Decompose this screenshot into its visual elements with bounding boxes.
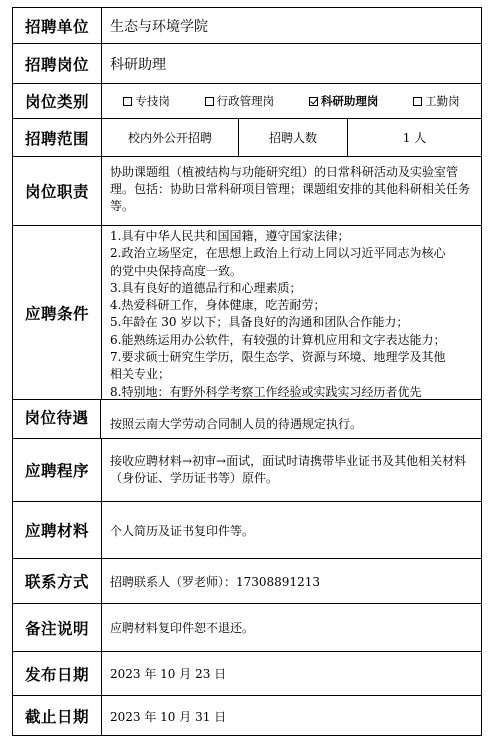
label-scope: 招聘范围 bbox=[13, 119, 102, 156]
requirement-item: 相关专业； bbox=[110, 367, 171, 382]
duties-text: 协助课题组（植被结构与功能研究组）的日常科研活动及实验室管理。包括：协助日常科研项目管理；课题组安排的其他科研相关任务等。 bbox=[110, 165, 471, 213]
checkbox-icon bbox=[205, 97, 214, 106]
requirement-item: 7.要求硕士研究生学历，限生态学、资源与环境、地理学及其他 bbox=[110, 350, 446, 365]
category-option-admin[interactable]: 行政管理岗 bbox=[205, 93, 275, 109]
row-requirements bbox=[13, 226, 481, 400]
label-category: 岗位类别 bbox=[13, 84, 102, 118]
category-option-specialist[interactable]: 专技岗 bbox=[123, 93, 170, 109]
label-unit: 招聘单位 bbox=[13, 8, 102, 43]
value-publish: 2023 年 10 月 23 日 bbox=[110, 667, 227, 681]
row-position bbox=[13, 44, 481, 84]
procedure-text: 接收应聘材料→初审→面试，面试时请携带毕业证书及其他相关材料（身份证、学历证书等）原件。 bbox=[110, 454, 467, 485]
row-deadline bbox=[13, 696, 481, 736]
recruitment-table bbox=[12, 7, 482, 736]
row-procedure bbox=[13, 439, 481, 502]
checkbox-icon bbox=[123, 97, 132, 106]
row-materials bbox=[13, 502, 481, 559]
category-option-research-assistant[interactable]: 科研助理岗 bbox=[309, 93, 379, 109]
value-duties bbox=[102, 157, 481, 225]
value-deadline: 2023 年 10 月 31 日 bbox=[110, 709, 227, 724]
value-position: 科研助理 bbox=[110, 56, 166, 73]
label-contact: 联系方式 bbox=[13, 559, 102, 603]
requirement-item: 2.政治立场坚定，在思想上政治上行动上同以习近平同志为核心 bbox=[110, 246, 446, 261]
row-treatment bbox=[13, 400, 481, 439]
value-contact: 招聘联系人（罗老师）：17308891213 bbox=[110, 574, 320, 589]
checked-checkbox-icon bbox=[309, 97, 318, 106]
label-notes: 备注说明 bbox=[13, 604, 102, 651]
requirement-item: 8.特别地：有野外科学考察工作经验或实践实习经历者优先 bbox=[110, 384, 422, 399]
label-materials: 应聘材料 bbox=[13, 502, 102, 558]
category-option-worker[interactable]: 工勤岗 bbox=[413, 93, 460, 109]
value-unit: 生态与环境学院 bbox=[110, 18, 208, 35]
requirement-item: 6.能熟练运用办公软件，有较强的计算机应用和文字表达能力； bbox=[110, 332, 446, 347]
value-procedure bbox=[102, 439, 481, 501]
category-options bbox=[102, 84, 481, 118]
label-deadline: 截止日期 bbox=[13, 696, 102, 736]
scope-cells bbox=[102, 119, 481, 156]
label-procedure: 应聘程序 bbox=[13, 439, 102, 501]
value-scope: 校内外公开招聘 bbox=[102, 119, 239, 156]
label-position: 招聘岗位 bbox=[13, 44, 102, 83]
row-unit bbox=[13, 8, 481, 44]
requirement-item: 的党中央保持高度一致。 bbox=[110, 263, 243, 278]
value-count: 1 人 bbox=[402, 131, 427, 145]
requirement-item: 4.热爱科研工作，身体健康，吃苦耐劳； bbox=[110, 298, 326, 313]
value-treatment: 按照云南大学劳动合同制人员的待遇规定执行。 bbox=[110, 417, 363, 431]
label-count: 招聘人数 bbox=[239, 119, 348, 156]
row-scope bbox=[13, 119, 481, 157]
requirement-item: 3.具有良好的道德品行和心理素质； bbox=[110, 280, 302, 295]
row-category bbox=[13, 84, 481, 119]
label-duties: 岗位职责 bbox=[13, 157, 102, 225]
row-duties bbox=[13, 157, 481, 226]
requirement-item: 5.年龄在 30 岁以下；具备良好的沟通和团队合作能力； bbox=[110, 315, 409, 330]
label-treatment: 岗位待遇 bbox=[13, 400, 101, 438]
row-publish bbox=[13, 652, 481, 696]
requirement-item: 1.具有中华人民共和国国籍，遵守国家法律； bbox=[110, 229, 350, 243]
row-contact bbox=[13, 559, 481, 604]
label-requirements: 应聘条件 bbox=[13, 226, 102, 399]
label-publish: 发布日期 bbox=[13, 652, 102, 695]
checkbox-icon bbox=[413, 97, 422, 106]
value-materials: 个人简历及证书复印件等。 bbox=[110, 523, 255, 538]
row-notes bbox=[13, 604, 481, 652]
requirements-list bbox=[102, 226, 481, 399]
value-notes: 应聘材料复印件恕不退还。 bbox=[110, 621, 255, 635]
